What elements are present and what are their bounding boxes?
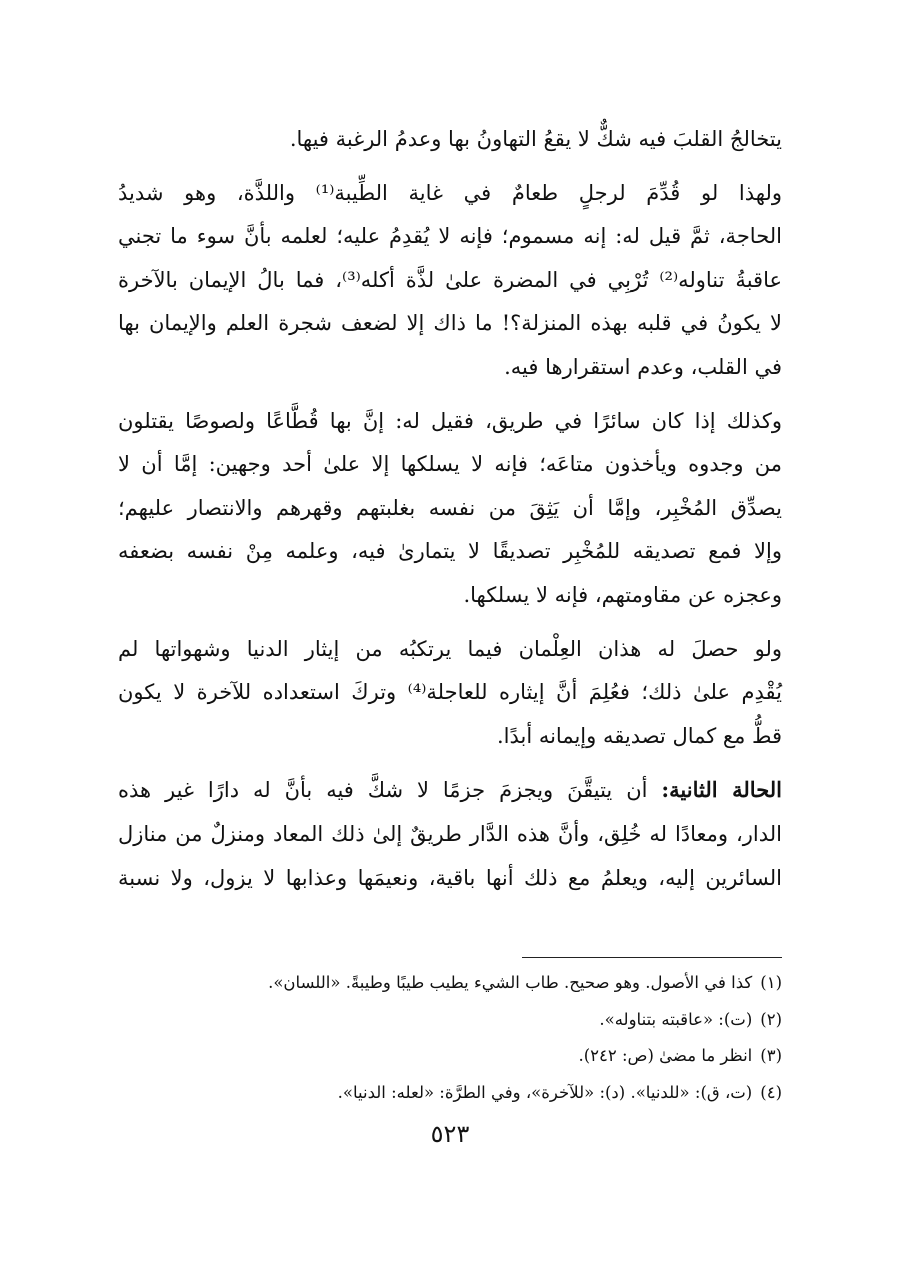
footnote: (٣)انظر ما مضىٰ (ص: ٢٤٢).: [578, 1046, 782, 1065]
text-line: في القلب، وعدم استقرارها فيه.: [504, 354, 782, 379]
footnote-divider: [522, 957, 782, 958]
text-line: ولو حصلَ له هذان العِلْمان فيما يرتكبُه من إيثار الدنيا وشهواتها لم: [118, 636, 782, 661]
paragraph-1: [118, 118, 782, 162]
text-line: من وجدوه ويأخذون متاعَه؛ فإنه لا يسلكها إلا علىٰ أحد وجهين: إمَّا أن لا: [118, 452, 782, 477]
paragraph-4: [118, 628, 782, 759]
section-lead: الحالة الثانية:: [661, 777, 782, 803]
text-line: الحاجة، ثمَّ قيل له: إنه مسموم؛ فإنه لا يُقدِمُ عليه؛ لعلمه بأنَّ سوء ما تجني: [118, 224, 782, 249]
text-line: الحالة الثانية: أن يتيقَّنَ ويجزمَ جزمًا لا شكَّ فيه بأنَّ له دارًا غير هذه: [118, 777, 782, 803]
text-line: عاقبةُ تناوله⁽²⁾ تُرْبِي في المضرة علىٰ لذَّة أكله⁽³⁾، فما بالُ الإيمان بالآخرة: [118, 267, 782, 292]
text-line: ولهذا لو قُدِّمَ لرجلٍ طعامٌ في غاية الطِّيبة⁽¹⁾ واللذَّة، وهو شديدُ: [118, 180, 782, 205]
page-number: ٥٢٣: [430, 1120, 470, 1148]
text-line: قطُّ مع كمال تصديقه وإيمانه أبدًا.: [496, 723, 782, 748]
main-text: [118, 118, 782, 900]
footnote: (٤)(ت، ق): «للدنيا». (د): «للآخرة»، وفي الطرَّة: «لعله: الدنيا».: [337, 1082, 782, 1102]
text-line: يصدِّق المُخْبِر، وإمَّا أن يَثِقَ من نفسه بغلبتهم وقهرهم والانتصار عليهم؛: [118, 495, 782, 520]
paragraph-5: [118, 768, 782, 900]
text-line: السائرين إليه، ويعلمُ مع ذلك أنها باقية، ونعيمَها وعذابها لا يزول، ولا نسبة: [118, 865, 782, 890]
text-line: وكذلك إذا كان سائرًا في طريق، فقيل له: إنَّ بها قُطَّاعًا ولصوصًا يقتلون: [118, 408, 782, 433]
text-line: يُقْدِم علىٰ ذلك؛ فعُلِمَ أنَّ إيثاره للعاجلة⁽⁴⁾ وتركَ استعداده للآخرة لا يكون: [118, 680, 783, 705]
paragraph-3: [118, 400, 782, 618]
footnotes: [118, 965, 782, 1111]
text-line: وإلا فمع تصديقه للمُخْبِر تصديقًا لا يتمارىٰ فيه، وعلمه مِنْ نفسه بضعفه: [118, 539, 782, 564]
footnote: (٢)(ت): «عاقبته بتناوله».: [599, 1009, 782, 1029]
paragraph-2: [118, 172, 782, 390]
text-line: يتخالجُ القلبَ فيه شكٌّ لا يقعُ التهاونُ بها وعدمُ الرغبة فيها.: [289, 127, 782, 151]
footnote: (١)كذا في الأصول. وهو صحيح. طاب الشيء يطيب طيبًا وطيبةً. «اللسان».: [268, 973, 782, 992]
text-line: الدار، ومعادًا له خُلِق، وأنَّ هذه الدَّار طريقٌ إلىٰ ذلك المعاد ومنزلٌ من منازل: [118, 821, 782, 846]
text-line: لا يكونُ في قلبه بهذه المنزلة؟! ما ذاك إلا لضعف شجرة العلم والإيمان بها: [118, 311, 782, 336]
text-line: وعجزه عن مقاومتهم، فإنه لا يسلكها.: [463, 582, 782, 607]
